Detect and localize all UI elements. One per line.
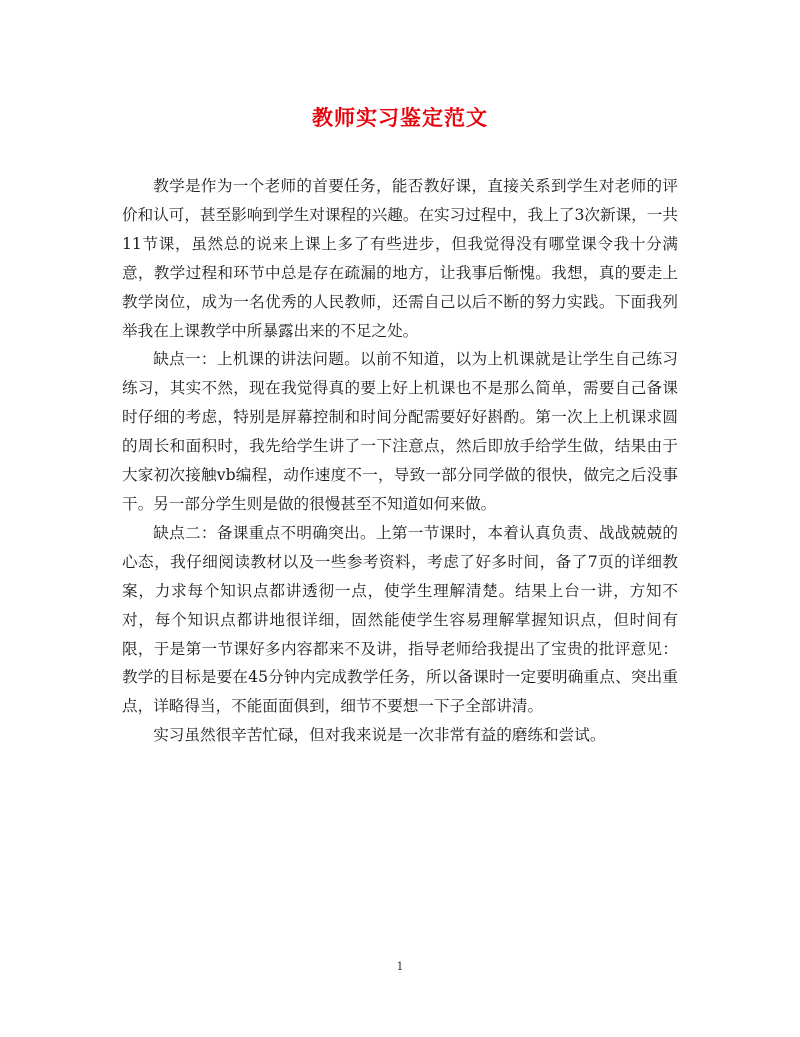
paragraph-shortcoming-two: 缺点二：备课重点不明确突出。上第一节课时，本着认真负责、战战兢兢的心态，我仔细阅读教材以及一些参考资料，考虑了好多时间，备了7页的详细教案，力求每个知识点都讲透彻一点，使学生理解清楚。结果上台一讲，方知不对，每个知识点都讲地很详细，固然能使学生容易理解掌握知识点，但时间有限，于是第一节课好多内容都来不及讲，指导老师给我提出了宝贵的批评意见：教学的目标是要在45分钟内完成教学任务，所以备课时一定要明确重点、突出重点，详略得当，不能面面俱到，细节不要想一下子全部讲清。 [122, 523, 678, 716]
page-title: 教师实习鉴定范文 [312, 105, 488, 130]
paragraph-conclusion: 实习虽然很辛苦忙碌，但对我来说是一次非常有益的磨练和尝试。 [153, 726, 606, 745]
page-number: 1 [396, 960, 404, 973]
paragraph-shortcoming-one: 缺点一：上机课的讲法问题。以前不知道，以为上机课就是让学生自己练习练习，其实不然，现在我觉得真的要上好上机课也不是那么简单，需要自己备课时仔细的考虑，特别是屏幕控制和时间分配需要好好斟酌。第一次上上机课求圆的周长和面积时，我先给学生讲了一下注意点，然后即放手给学生做，结果由于大家初次接触vb编程，动作速度不一，导致一部分同学做的很快，做完之后没事干。另一部分学生则是做的很慢甚至不知道如何来做。 [122, 350, 678, 513]
paragraph-intro: 教学是作为一个老师的首要任务，能否教好课，直接关系到学生对老师的评价和认可，甚至影响到学生对课程的兴趣。在实习过程中，我上了3次新课，一共11节课，虽然总的说来上课上多了有些进步，但我觉得没有哪堂课令我十分满意，教学过程和环节中总是存在疏漏的地方，让我事后惭愧。我想，真的要走上教学岗位，成为一名优秀的人民教师，还需自己以后不断的努力实践。下面我列举我在上课教学中所暴露出来的不足之处。 [122, 177, 678, 340]
document-body [122, 172, 678, 750]
